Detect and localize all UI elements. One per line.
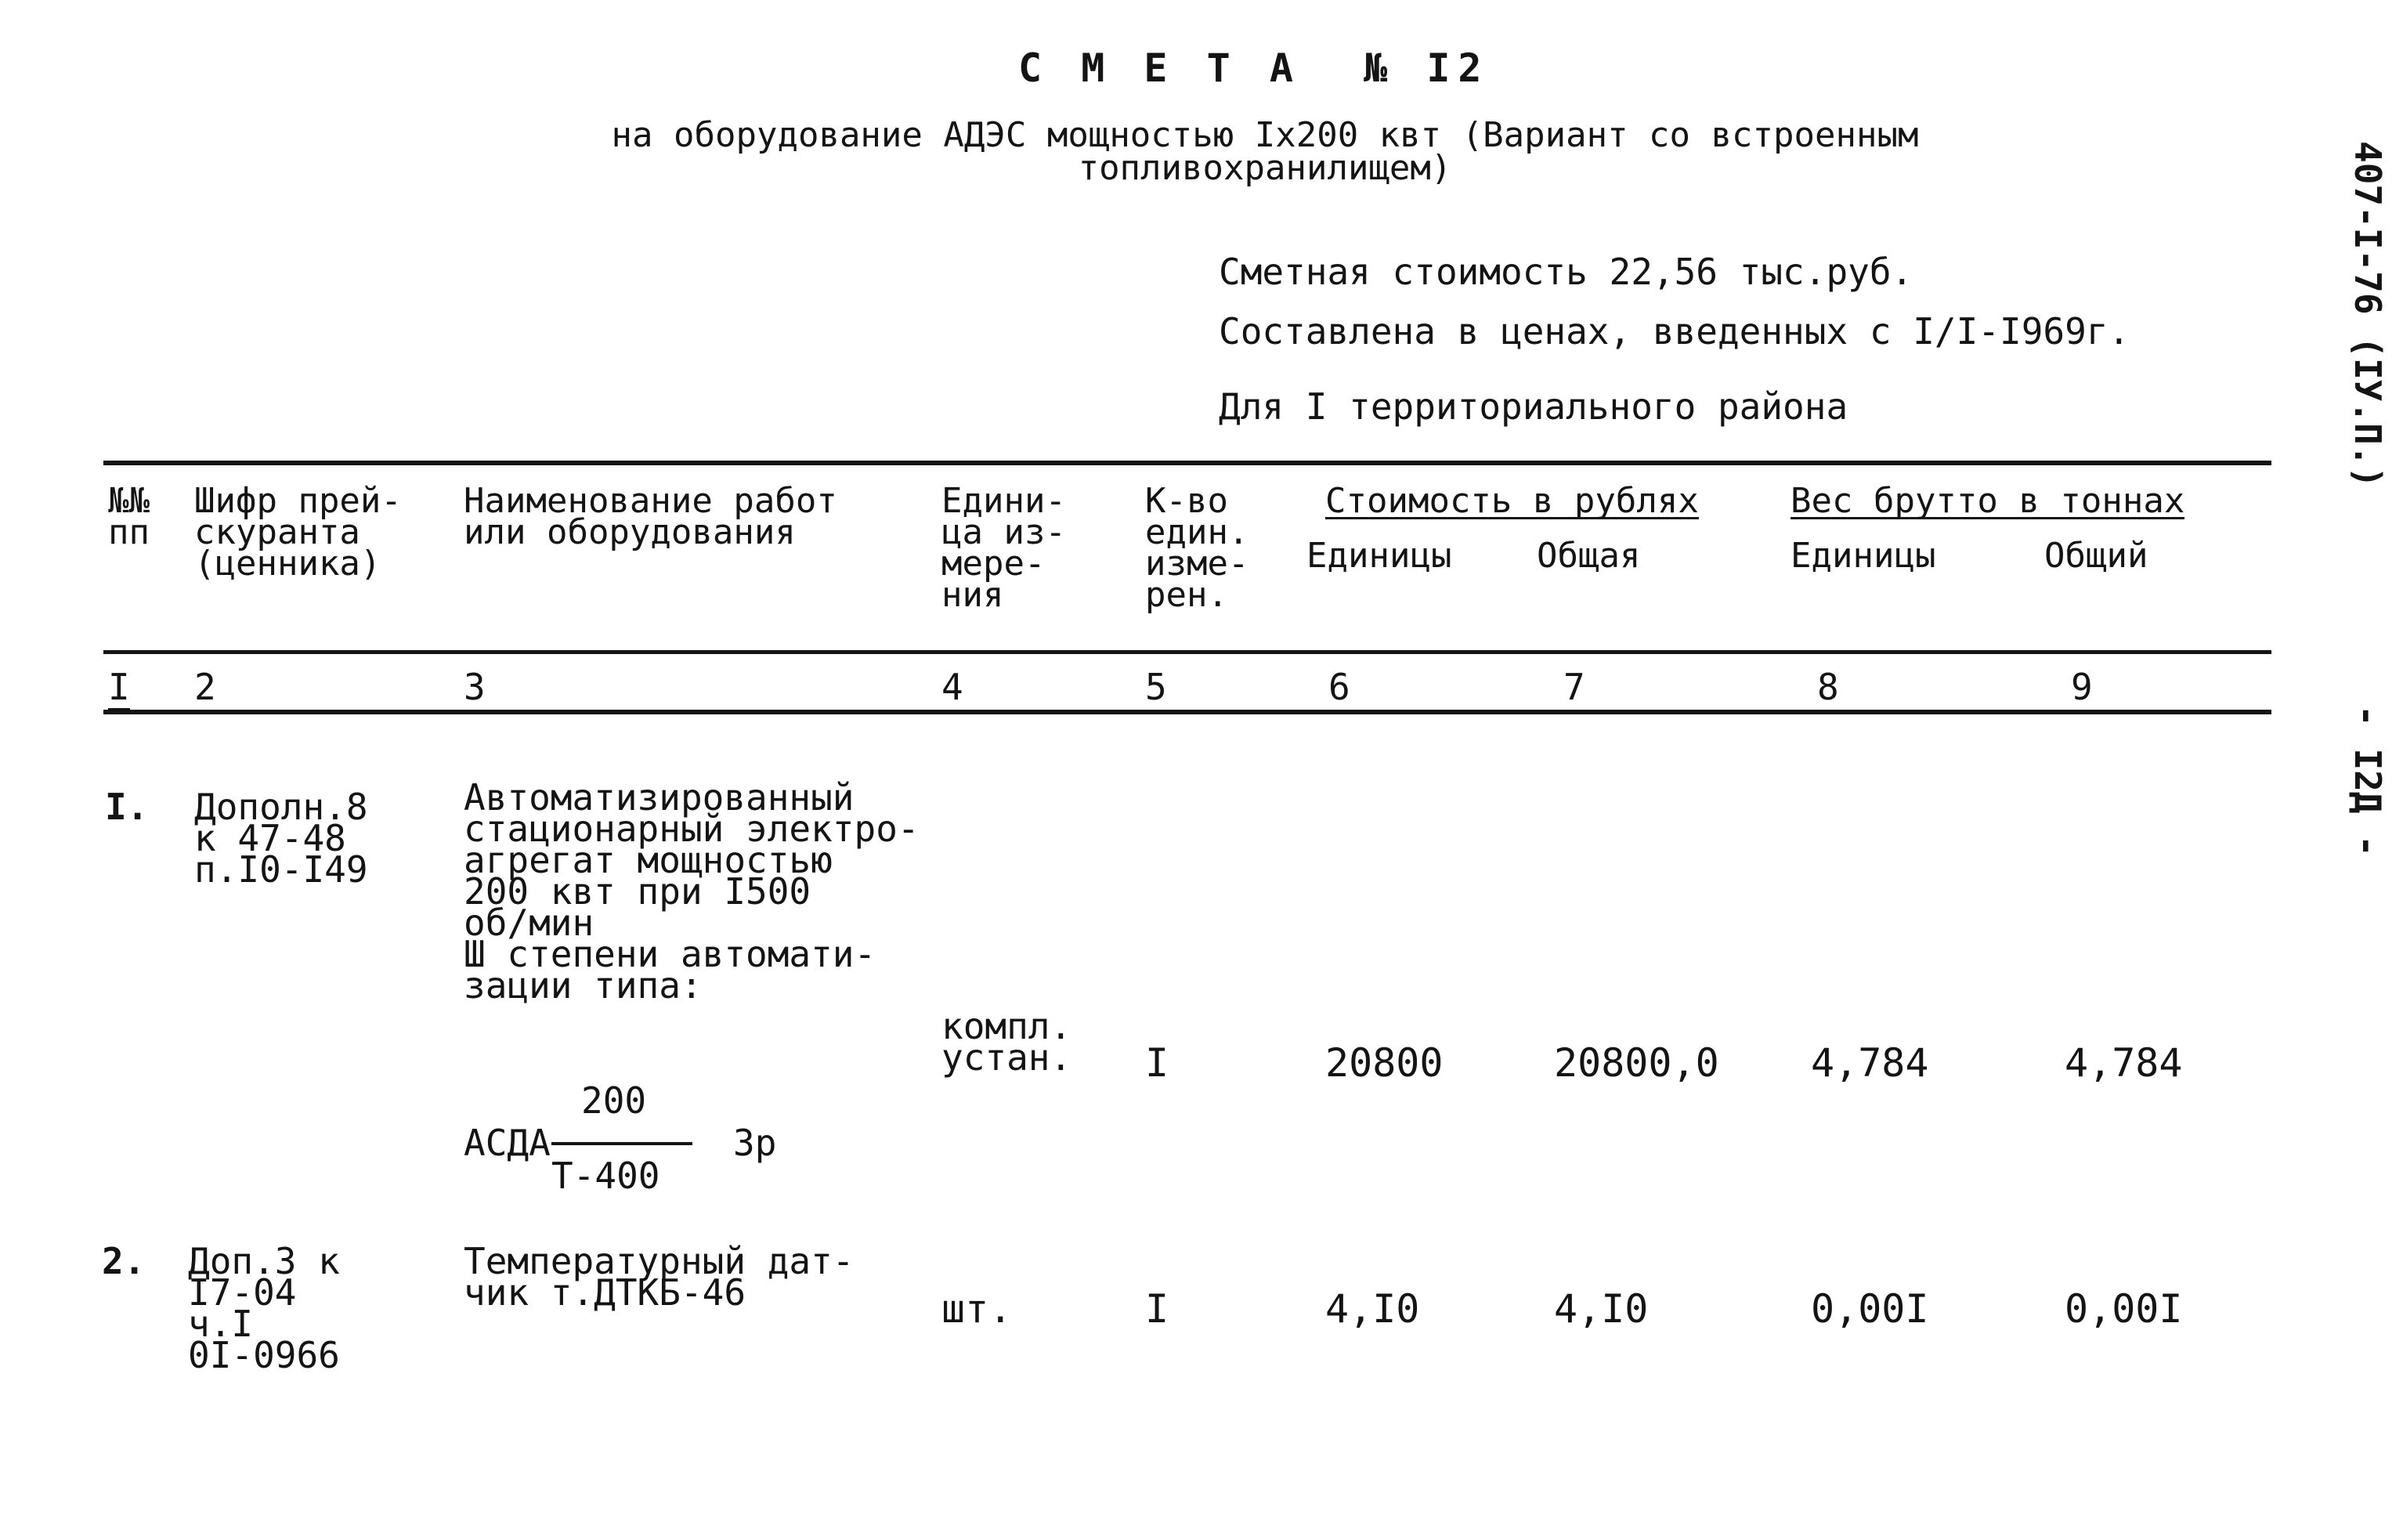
- document-subtitle: на оборудование АДЭС мощностью Iх200 квт (Вариант со встроенным топливохранилищем): [611, 115, 1919, 188]
- row2-number: 2.: [102, 1240, 146, 1282]
- column-number: 6: [1328, 666, 1350, 708]
- row2-cost-total: 4,I0: [1554, 1286, 1649, 1332]
- row1-cost-total: 20800,0: [1554, 1040, 1719, 1086]
- row2-quantity: I: [1145, 1286, 1169, 1332]
- formula-fraction-bar: [551, 1142, 692, 1145]
- table-top-rule: [103, 461, 2271, 465]
- header-price-code: Шифр прей- скуранта (ценника): [194, 481, 402, 584]
- document-title: С М Е Т А № I2: [1018, 45, 1490, 91]
- formula-denominator: Т-400: [551, 1155, 660, 1197]
- row2-price-code: Доп.3 к I7-04 ч.I 0I-0966: [188, 1240, 340, 1376]
- formula-numerator: 200: [581, 1079, 647, 1122]
- row2-weight-total: 0,00I: [2065, 1286, 2183, 1332]
- column-number: 8: [1817, 666, 1839, 708]
- column-number: 9: [2071, 666, 2093, 708]
- header-weight-group: Вес брутто в тоннах: [1791, 481, 2185, 521]
- formula-suffix: 3р: [733, 1122, 777, 1164]
- header-weight-total: Общий: [2044, 536, 2148, 576]
- column-number: 4: [941, 666, 963, 708]
- table-header-rule: [103, 650, 2271, 654]
- header-item-name: Наименование работ или оборудования: [464, 481, 837, 552]
- column-number: I: [108, 666, 130, 710]
- estimated-cost: Сметная стоимость 22,56 тыс.руб.: [1219, 251, 1913, 293]
- row1-number: I.: [105, 786, 149, 828]
- price-basis: Составлена в ценах, введенных с I/I-I969г.: [1219, 310, 2130, 352]
- row1-price-code: Дополн.8 к 47-48 п.I0-I49: [194, 786, 368, 891]
- column-number: 3: [464, 666, 486, 708]
- header-cost-total: Общая: [1537, 536, 1641, 576]
- row2-unit: шт.: [941, 1286, 1013, 1332]
- row2-cost-unit: 4,I0: [1325, 1286, 1420, 1332]
- row2-weight-unit: 0,00I: [1811, 1286, 1929, 1332]
- row1-weight-total: 4,784: [2065, 1040, 2183, 1086]
- row2-item-name: Температурный дат- чик т.ДТКБ-46: [464, 1240, 855, 1314]
- header-row-number: №№ пп: [108, 481, 150, 552]
- row1-unit: компл. устан.: [941, 1005, 1072, 1079]
- column-number: 2: [194, 666, 216, 708]
- header-cost-group: Стоимость в рублях: [1325, 481, 1699, 521]
- row1-item-name: Автоматизированный стационарный электро- агрегат мощностью 200 квт при I500 об/мин Ш степени автомати- зации типа:: [464, 776, 920, 1007]
- header-weight-unit: Единицы: [1791, 536, 1936, 576]
- side-document-code: 407-I-76 (IУ.П.): [2347, 141, 2389, 489]
- column-number: 5: [1145, 666, 1167, 708]
- table-numbers-rule: [103, 710, 2271, 714]
- row1-quantity: I: [1145, 1040, 1169, 1086]
- header-cost-unit: Единицы: [1306, 536, 1452, 576]
- header-unit: Едини- ца из- мере- ния: [941, 481, 1066, 615]
- territorial-region: Для I территориального района: [1219, 385, 1848, 428]
- column-number: 7: [1563, 666, 1585, 708]
- formula-prefix: АСДА: [464, 1122, 551, 1164]
- row1-weight-unit: 4,784: [1811, 1040, 1929, 1086]
- side-page-number: - I2Д -: [2347, 705, 2389, 857]
- row1-cost-unit: 20800: [1325, 1040, 1444, 1086]
- header-quantity: К-во един. изме- рен.: [1145, 481, 1249, 615]
